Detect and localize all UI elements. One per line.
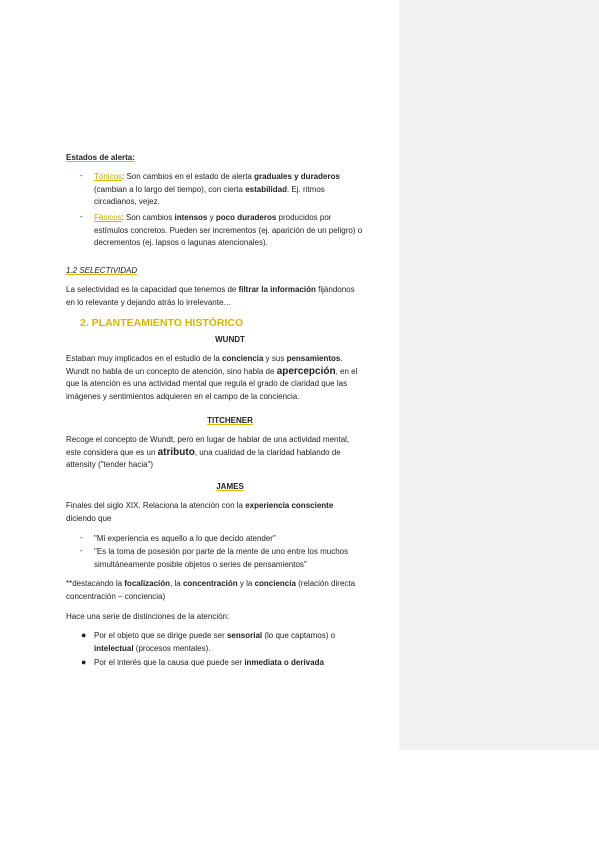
section-label-selectividad: 1.2 SELECTIVIDAD	[66, 266, 138, 275]
distinctions-intro: Hace una serie de distinciones de la atención:	[66, 612, 230, 621]
james-note: **destacando la focalización, la concentración y la conciencia (relación directa concentración – conciencia)	[66, 579, 356, 601]
titchener-paragraph: Recoge el concepto de Wundt, pero en lugar de hablar de una actividad mental, este considera que es un atributo, una cualidad de la claridad hablando de attensity ("tender hacia")	[66, 435, 350, 469]
term-tonicos: Tónicos	[94, 172, 123, 181]
subheading-wundt: WUNDT	[215, 335, 245, 344]
term-fasicos: Fásicos	[94, 213, 122, 222]
subheading-james: JAMES	[216, 482, 244, 491]
wundt-paragraph: Estaban muy implicados en el estudio de la conciencia y sus pensamientos. Wundt no habla de un concepto de atención, sino habla de apercepción, en el que la atención es una actividad mental que regula el grado de claridad que las imágenes y sentimientos adquieren en el campo de la conciencia.	[66, 354, 358, 401]
bullet-item-2: ● Por el interés que la causa que puede ser inmediata o derivada	[81, 657, 324, 667]
selectividad-paragraph: La selectividad es la capacidad que tenemos de filtrar la información fijándonos en lo relevante y dejando atrás lo irrelevante…	[66, 285, 355, 307]
comments-margin	[399, 0, 599, 750]
list-item-tonicos: - Tónicos: Son cambios en el estado de alerta graduales y duraderos (cambian a lo largo del tiempo), con cierta estabilidad. Ej. ritmos circadianos, vejez.	[80, 171, 340, 206]
subheading-titchener: TITCHENER	[207, 416, 253, 425]
section-heading: 2. PLANTEAMIENTO HISTÓRICO	[80, 317, 244, 329]
quote-item-1: - "Mi experiencia es aquello a lo que decido atender"	[80, 533, 276, 543]
james-paragraph: Finales del siglo XIX. Relaciona la atención con la experiencia consciente diciendo que	[66, 501, 334, 523]
estados-title: Estados de alerta:	[66, 153, 135, 162]
list-item-fasicos: - Fásicos: Son cambios intensos y poco duraderos producidos por estímulos concretos. Pueden ser incrementos (ej. aparición de un peligro) o decrementos (ej. lapsos o lagunas atencionales).	[80, 212, 363, 247]
quote-item-2: - "Es la toma de posesión por parte de la mente de uno entre los muchos simultáneamente posible objetos o series de pensamientos"	[80, 546, 349, 569]
bullet-item-1: ● Por el objeto que se dirige puede ser sensorial (lo que captamos) o intelectual (procesos mentales).	[81, 630, 336, 653]
